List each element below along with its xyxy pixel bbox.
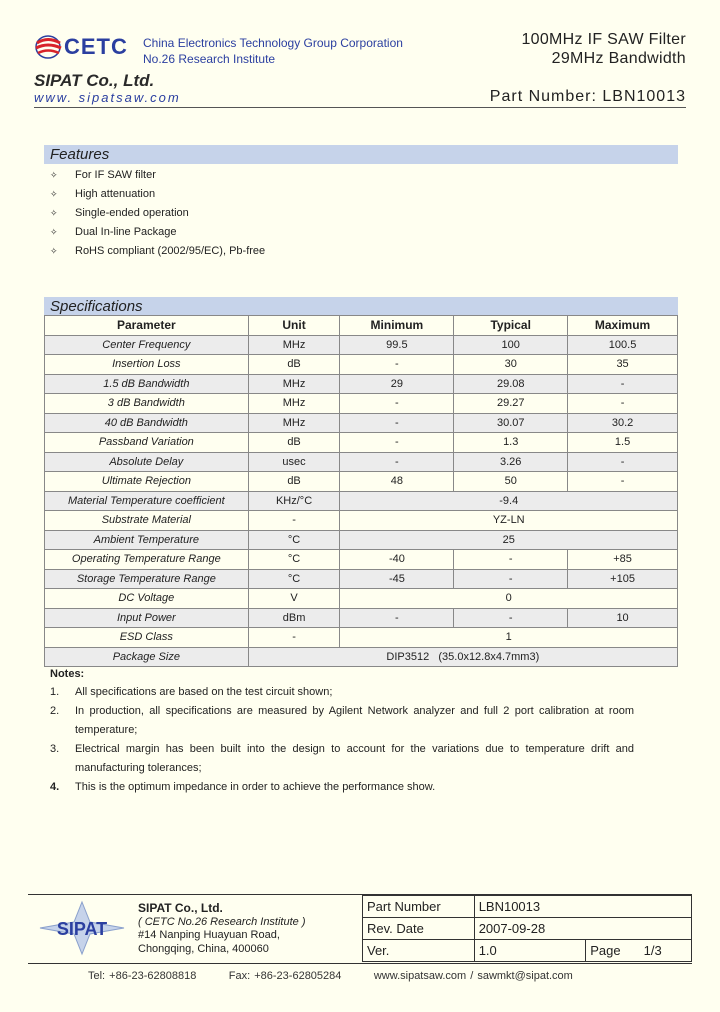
footer-address1: #14 Nanping Huayuan Road, (138, 929, 280, 941)
product-line1: 100MHz IF SAW Filter (521, 31, 686, 48)
table-row: Center Frequency MHz 99.5 100 100.5 (45, 335, 678, 355)
table-row: DC Voltage V 0 (45, 589, 678, 609)
cetc-logo-text: CETC (64, 34, 128, 59)
table-row: Ambient Temperature °C 25 (45, 530, 678, 550)
footer-company (138, 902, 306, 956)
company-name: SIPAT Co., Ltd. (34, 71, 155, 90)
table-row: Part Number LBN10013 (363, 896, 692, 918)
table-row: Input Power dBm - - 10 (45, 608, 678, 628)
table-row: 40 dB Bandwidth MHz - 30.07 30.2 (45, 413, 678, 433)
table-row: Material Temperature coefficient KHz/°C -9.4 (45, 491, 678, 511)
features-list (50, 166, 265, 261)
table-row: Package Size DIP3512 (35.0x12.8x4.7mm3) (45, 647, 678, 667)
table-row: Ultimate Rejection dB 48 50 - (45, 472, 678, 492)
col-header: Minimum (340, 316, 454, 336)
note-item: 1. All specifications are based on the test circuit shown; (50, 686, 333, 698)
table-row: 1.5 dB Bandwidth MHz 29 29.08 - (45, 374, 678, 394)
table-row: Substrate Material - YZ-LN (45, 511, 678, 531)
corp-line2: No.26 Research Institute (143, 52, 276, 66)
note-item: 2. In production, all specifications are measured by Agilent Network analyzer and full 2 port calibration at room temperature; (50, 705, 634, 736)
notes-heading: Notes: (50, 668, 85, 680)
diamond-bullet-icon: ✧ (50, 170, 58, 180)
part-number: Part Number: LBN10013 (489, 88, 686, 105)
col-header: Unit (248, 316, 340, 336)
table-row: Insertion Loss dB - 30 35 (45, 355, 678, 375)
diamond-bullet-icon: ✧ (50, 227, 58, 237)
footer-company-name: SIPAT Co., Ltd. (138, 901, 223, 915)
col-header: Maximum (568, 316, 678, 336)
notes-list (50, 683, 634, 797)
table-row: 3 dB Bandwidth MHz - 29.27 - (45, 394, 678, 414)
sipat-logo (34, 900, 130, 956)
table-header-row (45, 316, 678, 336)
footer-address2: Chongqing, China, 400060 (138, 942, 269, 955)
corp-line1: China Electronics Technology Group Corporation (143, 36, 403, 50)
product-line2: 29MHz Bandwidth (551, 50, 686, 67)
table-row: ESD Class - 1 (45, 628, 678, 648)
table-row: Storage Temperature Range °C -45 - +105 (45, 569, 678, 589)
table-row: Ver. 1.0 Page 1/3 (363, 940, 692, 962)
feature-item: ✧ RoHS compliant (2002/95/EC), Pb-free (50, 242, 265, 261)
table-row: Absolute Delay usec - 3.26 - (45, 452, 678, 472)
note-item: 3. Electrical margin has been built into the design to account for the variations due to temperature drift and manufacturing tolerances; (50, 743, 634, 774)
col-header: Parameter (45, 316, 249, 336)
diamond-bullet-icon: ✧ (50, 208, 58, 218)
cetc-logo (34, 30, 134, 64)
table-row: Operating Temperature Range °C -40 - +85 (45, 550, 678, 570)
feature-item: ✧ Dual In-line Package (50, 223, 265, 242)
feature-item: ✧ High attenuation (50, 185, 265, 204)
feature-item: ✧ For IF SAW filter (50, 166, 265, 185)
header-divider (34, 107, 686, 108)
footer-info-table (362, 895, 692, 962)
sipat-logo-text: SIPAT (56, 919, 108, 939)
footer-contact: Tel: +86-23-62808818 Fax: +86-23-62805284 www.sipatsaw.com / sawmkt@sipat.com (88, 970, 573, 982)
features-heading: Features (44, 145, 678, 164)
diamond-bullet-icon: ✧ (50, 189, 58, 199)
specifications-table (44, 315, 678, 667)
corporation-name (143, 35, 403, 67)
product-title (521, 30, 686, 68)
footer-institute: ( CETC No.26 Research Institute ) (138, 915, 306, 928)
company-website[interactable]: www. sipatsaw.com (34, 90, 181, 105)
specifications-heading: Specifications (44, 297, 678, 316)
table-row: Passband Variation dB - 1.3 1.5 (45, 433, 678, 453)
col-header: Typical (454, 316, 568, 336)
table-row: Rev. Date 2007-09-28 (363, 918, 692, 940)
diamond-bullet-icon: ✧ (50, 246, 58, 256)
feature-item: ✧ Single-ended operation (50, 204, 265, 223)
note-item: 4. This is the optimum impedance in order to achieve the performance show. (50, 781, 436, 793)
sipat-star-icon (34, 900, 130, 956)
